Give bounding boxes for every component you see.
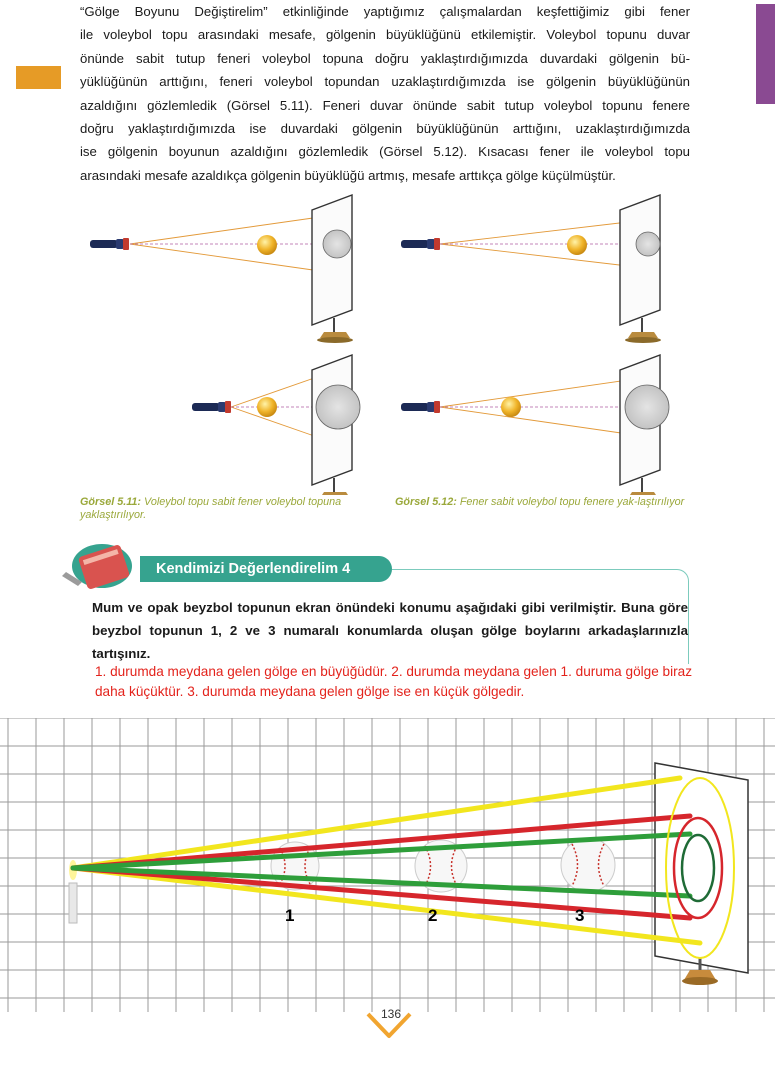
- question-text: Mum ve opak beyzbol topunun ekran önündeki konumu aşağıdaki gibi verilmiştir. Buna göre beyzbol topunun 1, 2 ve 3 numaralı konumlarda oluşan gölge boylarını arkadaşlarınızla tartışınız.: [92, 600, 688, 661]
- caption-right: [395, 496, 691, 509]
- caption-right-label: Görsel 5.12:: [395, 496, 457, 508]
- baseball-3: [561, 838, 615, 892]
- body-paragraph: [80, 0, 690, 187]
- panel-3: [192, 355, 360, 495]
- section-heading: Kendimizi Değerlendirelim 4: [140, 556, 392, 582]
- caption-left-text: Voleybol topu sabit fener voleybol topuna yaklaştırılıyor.: [80, 496, 342, 521]
- panel-2: [401, 195, 661, 343]
- margin-marker: [16, 66, 61, 89]
- position-label-1: 1: [285, 906, 295, 925]
- paragraph-line: ise gölgenin boyunun azaldığını gözlemledik (Görsel 5.12). Kısacası fener ile voleybol topu: [80, 144, 690, 160]
- panel-1: [90, 195, 353, 343]
- caption-right-text: Fener sabit voleybol topu fenere yak-laştırılıyor: [459, 496, 685, 508]
- flashlight-illustrations: [0, 185, 775, 495]
- caption-left: [80, 496, 388, 521]
- paragraph-line: doğru yaklaştırdığımızda ise duvardaki gölgenin büyüklüğünün arttığını, uzaklaştırdığımızda: [80, 121, 690, 137]
- paragraph-line: “Gölge Boyunu Değiştirelim” etkinliğinde yaptığımız çalışmalardan keşfettiğimiz gibi fener: [80, 4, 690, 19]
- paragraph-line: yüklüğünün arttığını, feneri voleybol topundan uzaklaştırdığımızda ise gölgenin büyüklüğünün: [80, 74, 690, 90]
- page-number: 136: [380, 1007, 402, 1021]
- answer-text: 1. durumda meydana gelen gölge en büyüğüdür. 2. durumda meydana gelen 1. duruma gölge biraz daha küçüktür. 3. durumda meydana gelen gölge ise en küçük gölgedir.: [95, 664, 693, 699]
- paragraph-line: azaldığını gözlemledik (Görsel 5.11). Feneri duvar önünde sabit tutup voleybol topunu fenere: [80, 97, 690, 113]
- paragraph-line: ile voleybol topu arasındaki mesafe, gölgenin büyüklüğünü etkilemiştir. Voleybol topunu duvar: [80, 27, 690, 43]
- caption-left-label: Görsel 5.11:: [80, 496, 142, 508]
- position-label-3: 3: [575, 906, 585, 925]
- position-label-2: 2: [428, 906, 438, 925]
- shadow-diagram: [0, 718, 775, 1012]
- panel-4: [401, 355, 669, 495]
- paragraph-line: arasındaki mesafe azaldıkça gölgenin büyüklüğü artmış, mesafe arttıkça gölge küçülmüştür.: [80, 167, 616, 183]
- paragraph-line: önünde sabit tutup feneri voleybol topuna doğru yaklaştırdığımızda duvardaki gölgenin bü-: [80, 50, 690, 66]
- chapter-tab: [756, 4, 775, 104]
